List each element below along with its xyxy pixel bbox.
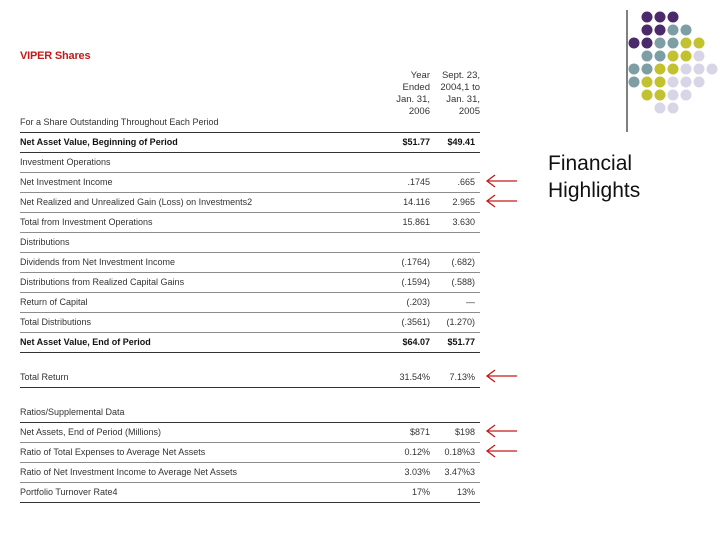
table-row: Distributions from Realized Capital Gains (.1594) (.588) <box>20 277 475 287</box>
annotation-arrow-icon <box>485 423 519 439</box>
column-header-2006: Year Ended Jan. 31, 2006 <box>396 70 430 117</box>
table-row: Total Return 31.54% 7.13% <box>20 372 475 382</box>
annotation-arrow-icon <box>485 193 519 209</box>
table-row: For a Share Outstanding Throughout Each Period <box>20 117 219 127</box>
table-row: Portfolio Turnover Rate4 17% 13% <box>20 487 475 497</box>
table-row: Net Asset Value, Beginning of Period $51.77 $49.41 <box>20 137 475 147</box>
annotation-arrow-icon <box>485 368 519 384</box>
table-row: Ratios/Supplemental Data <box>20 407 125 417</box>
table-heading: VIPER Shares <box>20 50 91 62</box>
table-row: Net Asset Value, End of Period $64.07 $51.77 <box>20 337 475 347</box>
table-row: Dividends from Net Investment Income (.1764) (.682) <box>20 257 475 267</box>
table-row: Investment Operations <box>20 157 111 167</box>
slide-title: Financial Highlights <box>548 152 641 202</box>
table-row: Net Realized and Unrealized Gain (Loss) on Investments2 14.116 2.965 <box>20 197 475 207</box>
table-row: Return of Capital (.203) — <box>20 297 475 307</box>
annotation-arrow-icon <box>485 443 519 459</box>
table-row: Net Assets, End of Period (Millions) $871 $198 <box>20 427 475 437</box>
table-row: Ratio of Net Investment Income to Average Net Assets 3.03% 3.47%3 <box>20 467 475 477</box>
column-header-2005: Sept. 23, 2004,1 to Jan. 31, 2005 <box>440 70 480 117</box>
table-row: Distributions <box>20 237 70 247</box>
table-row: Ratio of Total Expenses to Average Net Assets 0.12% 0.18%3 <box>20 447 475 457</box>
table-row: Net Investment Income .1745 .665 <box>20 177 475 187</box>
table-row: Total from Investment Operations 15.861 3.630 <box>20 217 475 227</box>
annotation-arrow-icon <box>485 173 519 189</box>
table-row: Total Distributions (.3561) (1.270) <box>20 317 475 327</box>
